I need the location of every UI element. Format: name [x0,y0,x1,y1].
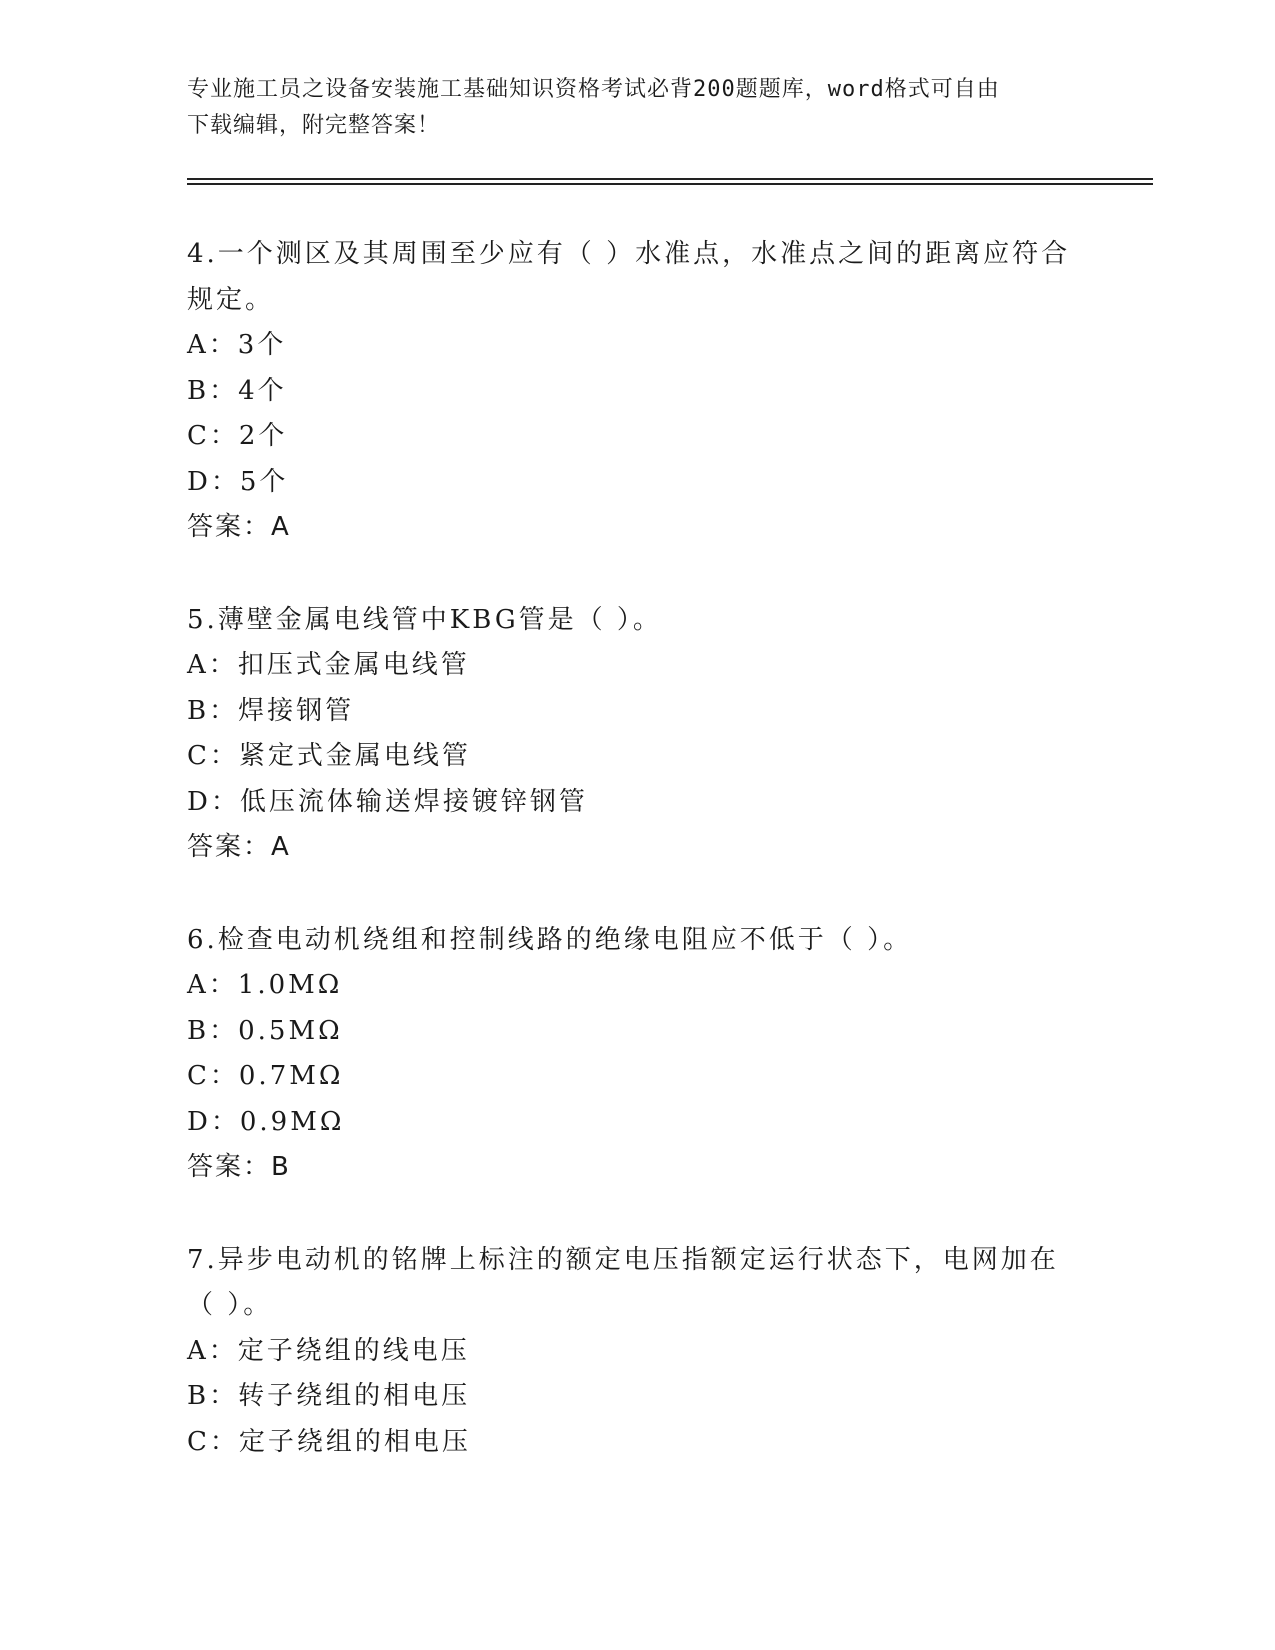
answer: 答案：A [187,512,291,542]
option-b: B：焊接钢管 [187,695,355,726]
option-c: C：定子绕组的相电压 [187,1426,471,1457]
answer: 答案：B [187,1152,291,1182]
option-d: D：5个 [187,466,289,497]
question-stem: 6.检查电动机绕组和控制线路的绝缘电阻应不低于（ ）。 [187,924,913,955]
question-stem: 4.一个测区及其周围至少应有（ ）水准点，水准点之间的距离应符合 [187,239,1071,269]
option-d: D：0.9MΩ [187,1106,345,1137]
option-a: A：1.0MΩ [187,970,343,1000]
option-a: A：定子绕组的线电压 [187,1335,470,1366]
question-list [187,232,1087,1512]
option-c: C：紧定式金属电线管 [187,741,471,771]
question-4 [187,232,1087,551]
question-stem-continued: 规定。 [187,284,275,315]
question-stem-continued: （ ）。 [187,1290,273,1320]
option-b: B：0.5MΩ [187,1015,343,1046]
header-line-1: 专业施工员之设备安装施工基础知识资格考试必背200题题库，word格式可自由 [187,77,1000,102]
document-header [187,72,1067,144]
question-7 [187,1238,1087,1466]
option-c: C：0.7MΩ [187,1061,344,1091]
question-5 [187,598,1087,871]
header-divider-bottom [187,183,1153,185]
question-stem: 7.异步电动机的铭牌上标注的额定电压指额定运行状态下，电网加在 [187,1244,1059,1275]
option-b: B：4个 [187,375,287,406]
option-a: A：3个 [187,330,287,360]
option-a: A：扣压式金属电线管 [187,650,470,680]
option-c: C：2个 [187,421,288,451]
option-b: B：转子绕组的相电压 [187,1381,471,1411]
header-divider-top [187,178,1153,180]
option-d: D：低压流体输送焊接镀锌钢管 [187,786,588,817]
question-6 [187,918,1087,1191]
question-stem: 5.薄壁金属电线管中KBG管是（ ）。 [187,604,662,635]
header-line-2: 下载编辑，附完整答案！ [187,113,441,138]
answer: 答案：A [187,832,291,862]
